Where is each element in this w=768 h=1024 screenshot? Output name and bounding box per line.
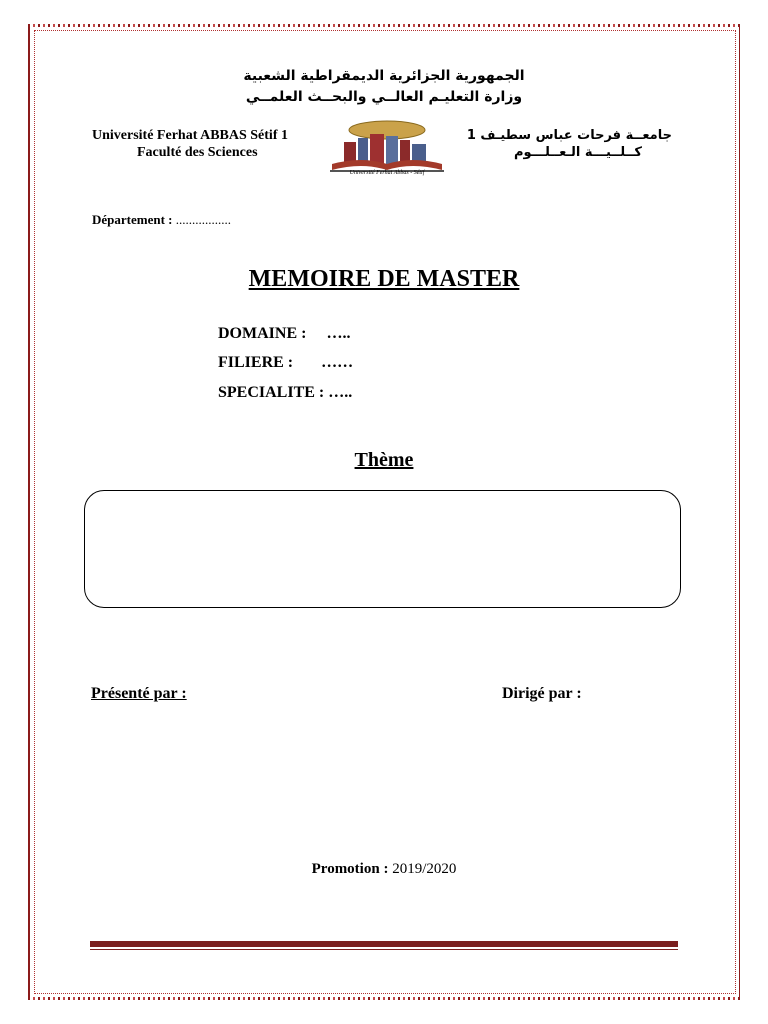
document-title: MEMOIRE DE MASTER [248, 266, 520, 292]
bottom-rule-thin [90, 949, 678, 950]
promotion-line [0, 861, 768, 878]
presented-by-label: Présenté par : [91, 685, 187, 702]
university-name-fr: Université Ferhat ABBAS Sétif 1 [92, 128, 288, 143]
faculty-name-fr: Faculté des Sciences [137, 145, 258, 160]
promotion-value: 2019/2020 [392, 861, 457, 877]
directed-by-label: Dirigé par : [502, 685, 582, 702]
department-value: ................. [175, 212, 231, 227]
filiere-field: FILIERE : …… [218, 354, 354, 371]
university-name-ar: جامعــة فرحات عباس سطيـف 1 [466, 128, 672, 143]
faculty-name-ar: كــلــيـــة الـعــلـــوم [513, 145, 642, 160]
department-label: Département : [92, 212, 173, 227]
domaine-field: DOMAINE : ….. [218, 325, 351, 342]
ar-republic-line: الجمهورية الجزائرية الديمقراطية الشعبية [243, 68, 525, 84]
theme-label: Thème [354, 449, 414, 471]
ar-ministry-line: وزارة التعليـم العالــي والبحــث العلمــي [245, 89, 523, 105]
logo-caption: Université Ferhat Abbas - Sétif [349, 170, 425, 176]
promotion-label: Promotion : [311, 861, 389, 877]
specialite-field: SPECIALITE : ….. [218, 384, 353, 401]
theme-box [84, 490, 681, 608]
department-line [92, 212, 231, 228]
bottom-rule [90, 941, 678, 947]
